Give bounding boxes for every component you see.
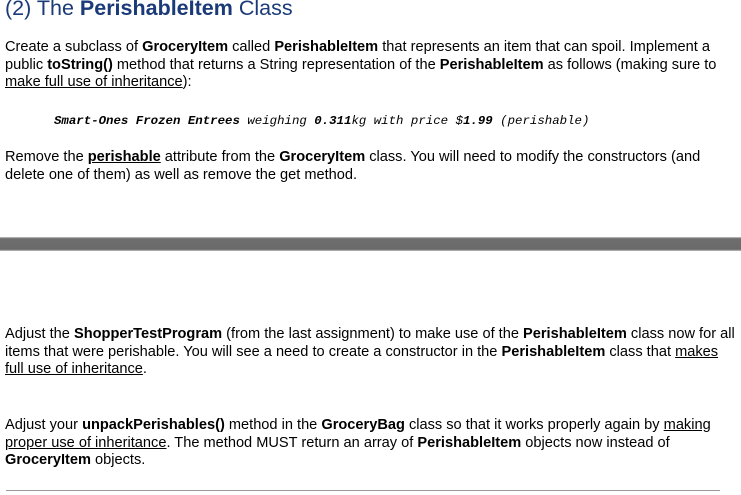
bottom-rule: [6, 490, 720, 491]
instruction-paragraph-remove-attribute: Remove the perishable attribute from the GroceryItem class. You will need to modify the constructors (and delete one of them) as well as remove the get method.: [5, 149, 701, 183]
tostring-example-output: Smart-Ones Frozen Entrees weighing 0.311kg with price $1.99 (perishable): [54, 114, 590, 128]
section-heading: (2) The PerishableItem Class: [5, 0, 293, 20]
instruction-paragraph-test-program: Adjust the ShopperTestProgram (from the last assignment) to make use of the PerishableItem class now for all items that were perishable. You will see a need to create a constructor in the PerishableItem class that makes full use of inheritance.: [5, 326, 735, 378]
instruction-paragraph-subclass: Create a subclass of GroceryItem called PerishableItem that represents an item that can spoil. Implement a public toString() method that returns a String representation of the PerishableItem as follows (making sure to make full use of inheritance):: [5, 39, 717, 91]
instruction-paragraph-unpack-perishables: Adjust your unpackPerishables() method in the GroceryBag class so that it works properly again by making proper use of inheritance. The method MUST return an array of PerishableItem objects now instead of GroceryItem objects.: [5, 417, 711, 469]
page-divider-bar: [0, 237, 741, 251]
